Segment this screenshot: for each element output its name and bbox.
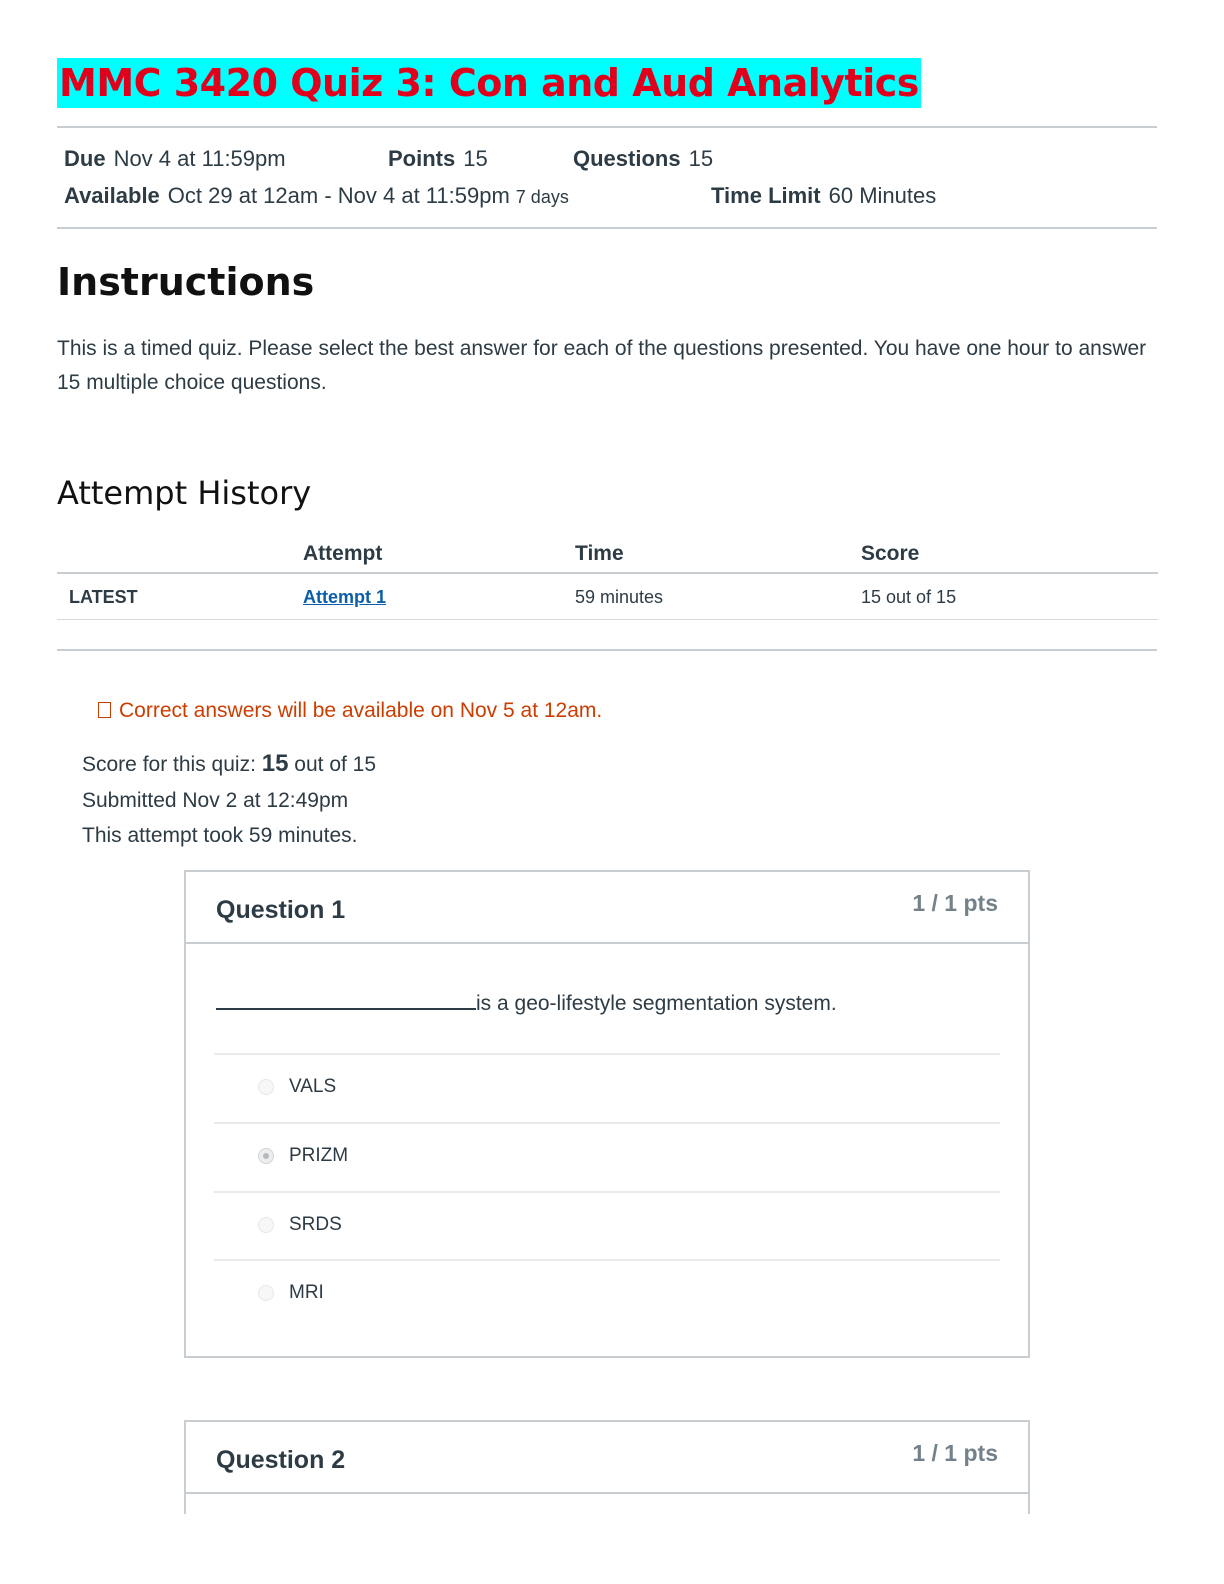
available-info xyxy=(64,183,569,210)
warning-icon xyxy=(98,702,111,718)
divider xyxy=(57,126,1157,128)
radio-button[interactable] xyxy=(258,1079,274,1095)
answer-label: PRIZM xyxy=(289,1145,349,1166)
answer-option[interactable] xyxy=(214,1053,1000,1121)
radio-button-selected[interactable] xyxy=(258,1148,274,1164)
attempt-history-heading: Attempt History xyxy=(57,474,312,512)
attempt-1-link[interactable]: Attempt 1 xyxy=(303,587,387,607)
answer-label: MRI xyxy=(289,1282,324,1303)
points-value: 15 xyxy=(463,146,488,171)
score-prefix: Score for this quiz: xyxy=(82,753,256,776)
radio-button[interactable] xyxy=(258,1217,274,1233)
points-label: Points xyxy=(388,146,456,171)
instructions-heading: Instructions xyxy=(57,260,315,304)
quiz-score xyxy=(82,750,376,779)
due-value: Nov 4 at 11:59pm xyxy=(113,146,286,171)
question-title: Question 2 xyxy=(216,1446,346,1474)
title-highlight xyxy=(57,58,921,108)
divider xyxy=(57,227,1157,229)
answer-option[interactable] xyxy=(214,1191,1000,1259)
attempt-duration: This attempt took 59 minutes. xyxy=(82,824,358,847)
answer-label: SRDS xyxy=(289,1214,342,1235)
page-title: MMC 3420 Quiz 3: Con and Aud Analytics xyxy=(59,61,919,105)
points-info xyxy=(388,146,488,172)
score-value: 15 xyxy=(261,750,289,777)
question-text xyxy=(216,988,837,1018)
questions-label: Questions xyxy=(573,146,681,171)
question-points: 1 / 1 pts xyxy=(912,1440,998,1466)
answer-label: VALS xyxy=(289,1076,337,1097)
question-points: 1 / 1 pts xyxy=(912,890,998,916)
divider xyxy=(57,649,1157,651)
radio-button[interactable] xyxy=(258,1285,274,1301)
question-header xyxy=(186,1422,1028,1494)
fill-in-blank xyxy=(216,988,476,1010)
notice-text: Correct answers will be available on Nov 5 at 12am. xyxy=(119,699,603,722)
latest-tag: LATEST xyxy=(69,587,138,607)
instructions-text: This is a timed quiz. Please select the best answer for each of the questions presented. You have one hour to answer 15 multiple choice questions. xyxy=(57,337,1147,394)
available-value: Oct 29 at 12am - Nov 4 at 11:59pm xyxy=(167,183,510,208)
answer-option[interactable] xyxy=(214,1122,1000,1190)
column-header-score: Score xyxy=(861,542,920,565)
correct-answers-notice xyxy=(98,697,602,725)
time-limit-info xyxy=(711,183,936,209)
question-title: Question 1 xyxy=(216,896,346,924)
column-header-time: Time xyxy=(575,542,624,565)
column-header-attempt: Attempt xyxy=(303,542,383,565)
questions-value: 15 xyxy=(688,146,714,171)
table-header-divider xyxy=(57,572,1158,574)
table-row-divider xyxy=(57,619,1158,620)
question-header xyxy=(186,872,1028,944)
available-duration: 7 days xyxy=(515,187,569,207)
question-prompt: is a geo-lifestyle segmentation system. xyxy=(476,992,837,1015)
attempt-time: 59 minutes xyxy=(575,587,664,607)
question-card xyxy=(184,870,1030,1358)
submitted-time: Submitted Nov 2 at 12:49pm xyxy=(82,789,349,812)
due-label: Due xyxy=(64,146,106,171)
due-info xyxy=(64,146,286,172)
time-limit-label: Time Limit xyxy=(711,183,821,208)
score-suffix: out of 15 xyxy=(294,753,377,776)
question-card xyxy=(184,1420,1030,1514)
questions-info xyxy=(573,146,713,172)
available-label: Available xyxy=(64,183,160,208)
attempt-score: 15 out of 15 xyxy=(861,587,957,607)
answer-option[interactable] xyxy=(214,1259,1000,1327)
time-limit-value: 60 Minutes xyxy=(828,183,937,208)
